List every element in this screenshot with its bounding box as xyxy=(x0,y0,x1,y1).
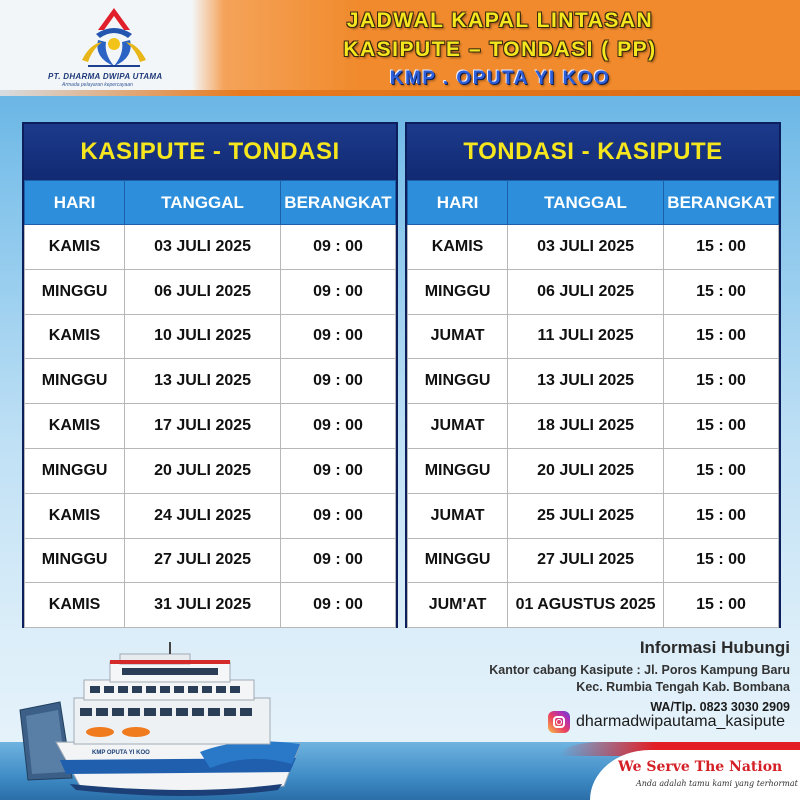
cell-hari: MINGGU xyxy=(25,269,125,314)
cell-hari: MINGGU xyxy=(25,448,125,493)
ferry-illustration xyxy=(0,640,330,800)
table-row xyxy=(25,448,396,493)
table-row xyxy=(25,538,396,583)
cell-berangkat: 09 : 00 xyxy=(280,359,395,404)
cell-hari: KAMIS xyxy=(25,225,125,270)
cell-berangkat: 15 : 00 xyxy=(663,404,778,449)
table-row xyxy=(408,493,779,538)
office-address-line-2: Kec. Rumbia Tengah Kab. Bombana xyxy=(576,680,790,694)
ship-name-title: KMP . OPUTA YI KOO xyxy=(389,68,611,89)
cell-tanggal: 03 JULI 2025 xyxy=(125,225,281,270)
cell-tanggal: 20 JULI 2025 xyxy=(125,448,281,493)
header-berangkat: BERANGKAT xyxy=(663,181,778,225)
cell-tanggal: 06 JULI 2025 xyxy=(508,269,664,314)
phone-number: WA/Tlp. 0823 3030 2909 xyxy=(650,700,790,714)
cell-berangkat: 15 : 00 xyxy=(663,448,778,493)
cell-hari: MINGGU xyxy=(408,538,508,583)
cell-tanggal: 13 JULI 2025 xyxy=(508,359,664,404)
ship-hull-name: KMP OPUTA YI KOO xyxy=(92,750,150,756)
cell-hari: MINGGU xyxy=(25,538,125,583)
table-row xyxy=(408,314,779,359)
cell-hari: JUMAT xyxy=(408,404,508,449)
cell-tanggal: 31 JULI 2025 xyxy=(125,583,281,628)
cell-tanggal: 18 JULI 2025 xyxy=(508,404,664,449)
cell-hari: KAMIS xyxy=(408,225,508,270)
cell-hari: MINGGU xyxy=(25,359,125,404)
slogan-panel xyxy=(590,750,800,800)
cell-hari: KAMIS xyxy=(25,493,125,538)
cell-berangkat: 09 : 00 xyxy=(280,269,395,314)
ferry-ship-icon xyxy=(0,640,330,800)
table-header-row xyxy=(25,181,396,225)
cell-tanggal: 17 JULI 2025 xyxy=(125,404,281,449)
header-berangkat: BERANGKAT xyxy=(280,181,395,225)
table-row xyxy=(25,225,396,270)
cell-tanggal: 20 JULI 2025 xyxy=(508,448,664,493)
table-row xyxy=(408,448,779,493)
table-row xyxy=(25,404,396,449)
cell-berangkat: 09 : 00 xyxy=(280,538,395,583)
office-address-line-1: Kantor cabang Kasipute : Jl. Poros Kampung Baru xyxy=(489,663,790,677)
cell-tanggal: 11 JULI 2025 xyxy=(508,314,664,359)
cell-hari: KAMIS xyxy=(25,404,125,449)
route-title: KASIPUTE - TONDASI xyxy=(24,124,396,180)
cell-tanggal: 01 AGUSTUS 2025 xyxy=(508,583,664,628)
cell-tanggal: 25 JULI 2025 xyxy=(508,493,664,538)
instagram-handle[interactable]: dharmadwipautama_kasipute xyxy=(576,713,786,730)
header-tanggal: TANGGAL xyxy=(508,181,664,225)
company-tagline: Armada pelayaran kepercayaan xyxy=(62,82,133,88)
cell-tanggal: 06 JULI 2025 xyxy=(125,269,281,314)
cell-tanggal: 27 JULI 2025 xyxy=(125,538,281,583)
cell-tanggal: 24 JULI 2025 xyxy=(125,493,281,538)
cell-tanggal: 10 JULI 2025 xyxy=(125,314,281,359)
table-row xyxy=(408,269,779,314)
cell-berangkat: 15 : 00 xyxy=(663,225,778,270)
cell-berangkat: 09 : 00 xyxy=(280,225,395,270)
header-hari: HARI xyxy=(408,181,508,225)
cell-hari: JUMAT xyxy=(408,314,508,359)
cell-berangkat: 09 : 00 xyxy=(280,448,395,493)
cell-berangkat: 15 : 00 xyxy=(663,583,778,628)
title-line-1: JADWAL KAPAL LINTASAN xyxy=(346,9,654,32)
header-banner xyxy=(0,0,800,96)
cell-berangkat: 15 : 00 xyxy=(663,269,778,314)
table-row xyxy=(408,404,779,449)
table-row xyxy=(408,583,779,628)
cell-hari: JUM'AT xyxy=(408,583,508,628)
contact-info xyxy=(440,638,790,714)
cell-berangkat: 15 : 00 xyxy=(663,314,778,359)
contact-title: Informasi Hubungi xyxy=(639,638,790,657)
cell-hari: MINGGU xyxy=(408,359,508,404)
table-row xyxy=(408,538,779,583)
schedule-panel-tondasi-kasipute xyxy=(405,122,781,628)
cell-hari: MINGGU xyxy=(408,448,508,493)
slogan-main: We Serve The Nation xyxy=(618,759,783,775)
cell-berangkat: 09 : 00 xyxy=(280,314,395,359)
table-row xyxy=(25,269,396,314)
table-row xyxy=(25,493,396,538)
table-row xyxy=(408,359,779,404)
schedule-panel-kasipute-tondasi xyxy=(22,122,398,628)
header-tanggal: TANGGAL xyxy=(125,181,281,225)
schedule-table xyxy=(407,180,779,628)
cell-hari: MINGGU xyxy=(408,269,508,314)
cell-hari: KAMIS xyxy=(25,314,125,359)
company-name: PT. DHARMA DWIPA UTAMA xyxy=(48,72,163,81)
cell-tanggal: 13 JULI 2025 xyxy=(125,359,281,404)
cell-berangkat: 15 : 00 xyxy=(663,359,778,404)
cell-tanggal: 27 JULI 2025 xyxy=(508,538,664,583)
table-row xyxy=(25,314,396,359)
cell-berangkat: 09 : 00 xyxy=(280,404,395,449)
cell-berangkat: 09 : 00 xyxy=(280,583,395,628)
title-line-2: KASIPUTE – TONDASI ( PP) xyxy=(343,38,657,61)
cell-berangkat: 09 : 00 xyxy=(280,493,395,538)
table-row xyxy=(25,583,396,628)
instagram-icon xyxy=(548,711,570,733)
logo-emblem-icon xyxy=(68,4,160,72)
table-header-row xyxy=(408,181,779,225)
header-hari: HARI xyxy=(25,181,125,225)
company-logo xyxy=(40,4,190,90)
cell-hari: JUMAT xyxy=(408,493,508,538)
cell-berangkat: 15 : 00 xyxy=(663,493,778,538)
slogan-sub: Anda adalah tamu kami yang terhormat xyxy=(636,779,798,788)
cell-hari: KAMIS xyxy=(25,583,125,628)
table-row xyxy=(408,225,779,270)
schedule-table xyxy=(24,180,396,628)
schedule-title xyxy=(300,6,700,93)
route-title: TONDASI - KASIPUTE xyxy=(407,124,779,180)
cell-tanggal: 03 JULI 2025 xyxy=(508,225,664,270)
instagram-row[interactable] xyxy=(548,710,785,734)
cell-berangkat: 15 : 00 xyxy=(663,538,778,583)
table-row xyxy=(25,359,396,404)
